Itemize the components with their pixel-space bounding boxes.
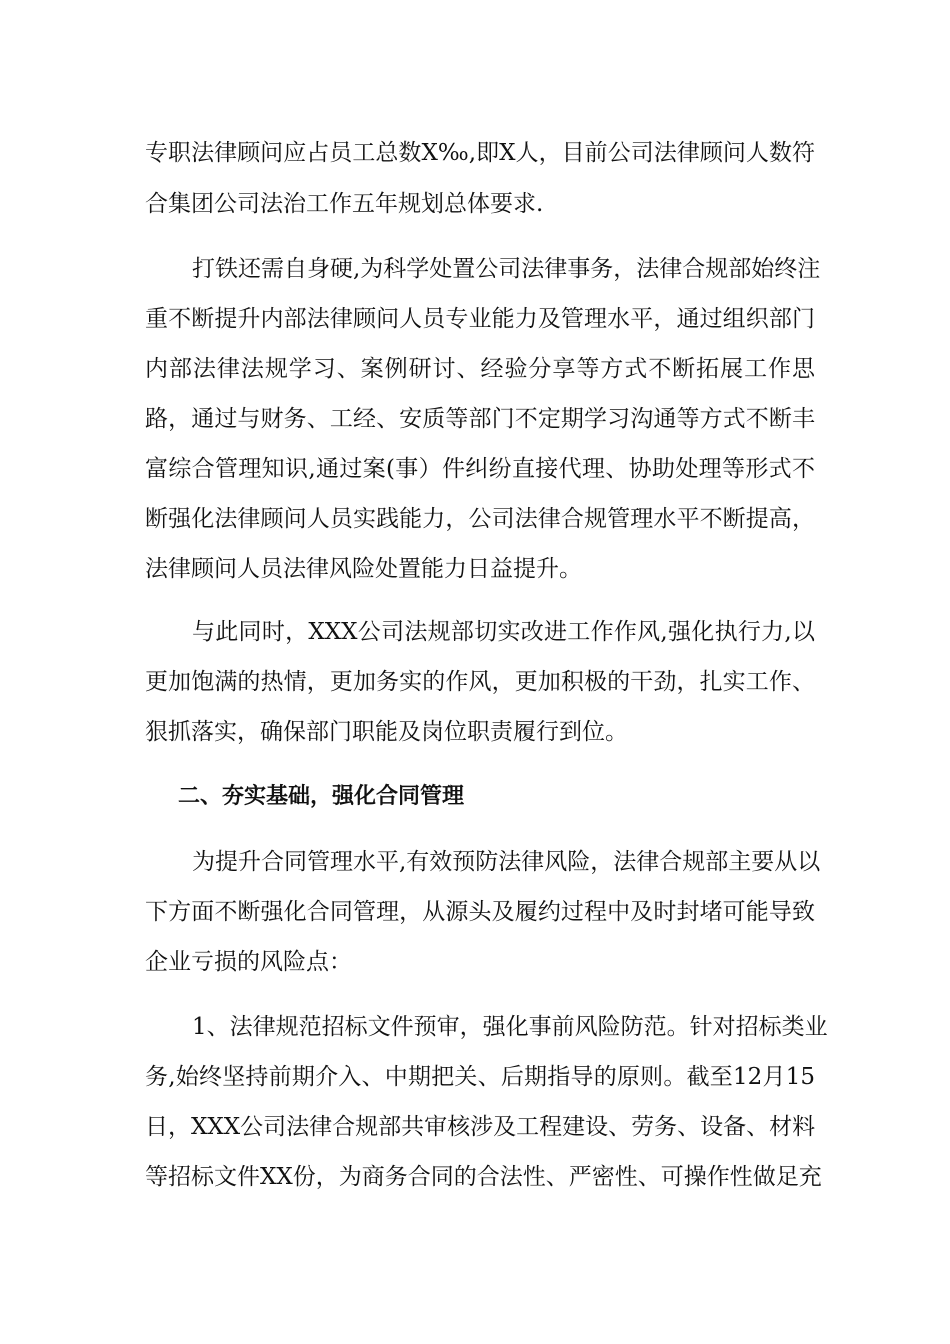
paragraph-5-line-4: 等招标文件XX份，为商务合同的合法性、严密性、可操作性做足充 bbox=[145, 1164, 822, 1190]
paragraph-1-line-1: 专职法律顾问应占员工总数X‰,即X人，目前公司法律顾问人数符 bbox=[145, 140, 815, 166]
paragraph-2-line-1: 打铁还需自身硬,为科学处置公司法律事务，法律合规部始终注 bbox=[192, 256, 821, 282]
paragraph-2-line-3: 内部法律法规学习、案例研讨、经验分享等方式不断拓展工作思 bbox=[145, 356, 815, 382]
paragraph-5-line-1: 1、法律规范招标文件预审，强化事前风险防范。针对招标类业 bbox=[192, 1014, 828, 1040]
paragraph-5-line-2: 务,始终坚持前期介入、中期把关、后期指导的原则。截至12月15 bbox=[145, 1064, 815, 1090]
paragraph-2-line-7: 法律顾问人员法律风险处置能力日益提升。 bbox=[145, 556, 582, 582]
paragraph-2-line-4: 路，通过与财务、工经、安质等部门不定期学习沟通等方式不断丰 bbox=[145, 406, 815, 432]
section-heading: 二、夯实基础，强化合同管理 bbox=[178, 784, 465, 809]
paragraph-3-line-2: 更加饱满的热情，更加务实的作风，更加积极的干劲，扎实工作、 bbox=[145, 669, 815, 695]
paragraph-4-line-1: 为提升合同管理水平,有效预防法律风险，法律合规部主要从以 bbox=[192, 849, 821, 875]
paragraph-2-line-2: 重不断提升内部法律顾问人员专业能力及管理水平，通过组织部门 bbox=[145, 306, 815, 332]
paragraph-3-line-1: 与此同时，XXX公司法规部切实改进工作作风,强化执行力,以 bbox=[192, 619, 815, 645]
paragraph-4-line-2: 下方面不断强化合同管理，从源头及履约过程中及时封堵可能导致 bbox=[145, 899, 815, 925]
paragraph-1-line-2: 合集团公司法治工作五年规划总体要求. bbox=[145, 191, 544, 217]
paragraph-2-line-5: 富综合管理知识,通过案(事）件纠纷直接代理、协助处理等形式不 bbox=[145, 456, 815, 482]
paragraph-3-line-3: 狠抓落实，确保部门职能及岗位职责履行到位。 bbox=[145, 719, 628, 745]
paragraph-5-line-3: 日，XXX公司法律合规部共审核涉及工程建设、劳务、设备、材料 bbox=[145, 1114, 816, 1140]
paragraph-4-line-3: 企业亏损的风险点： bbox=[145, 949, 352, 975]
paragraph-2-line-6: 断强化法律顾问人员实践能力，公司法律合规管理水平不断提高， bbox=[145, 506, 815, 532]
